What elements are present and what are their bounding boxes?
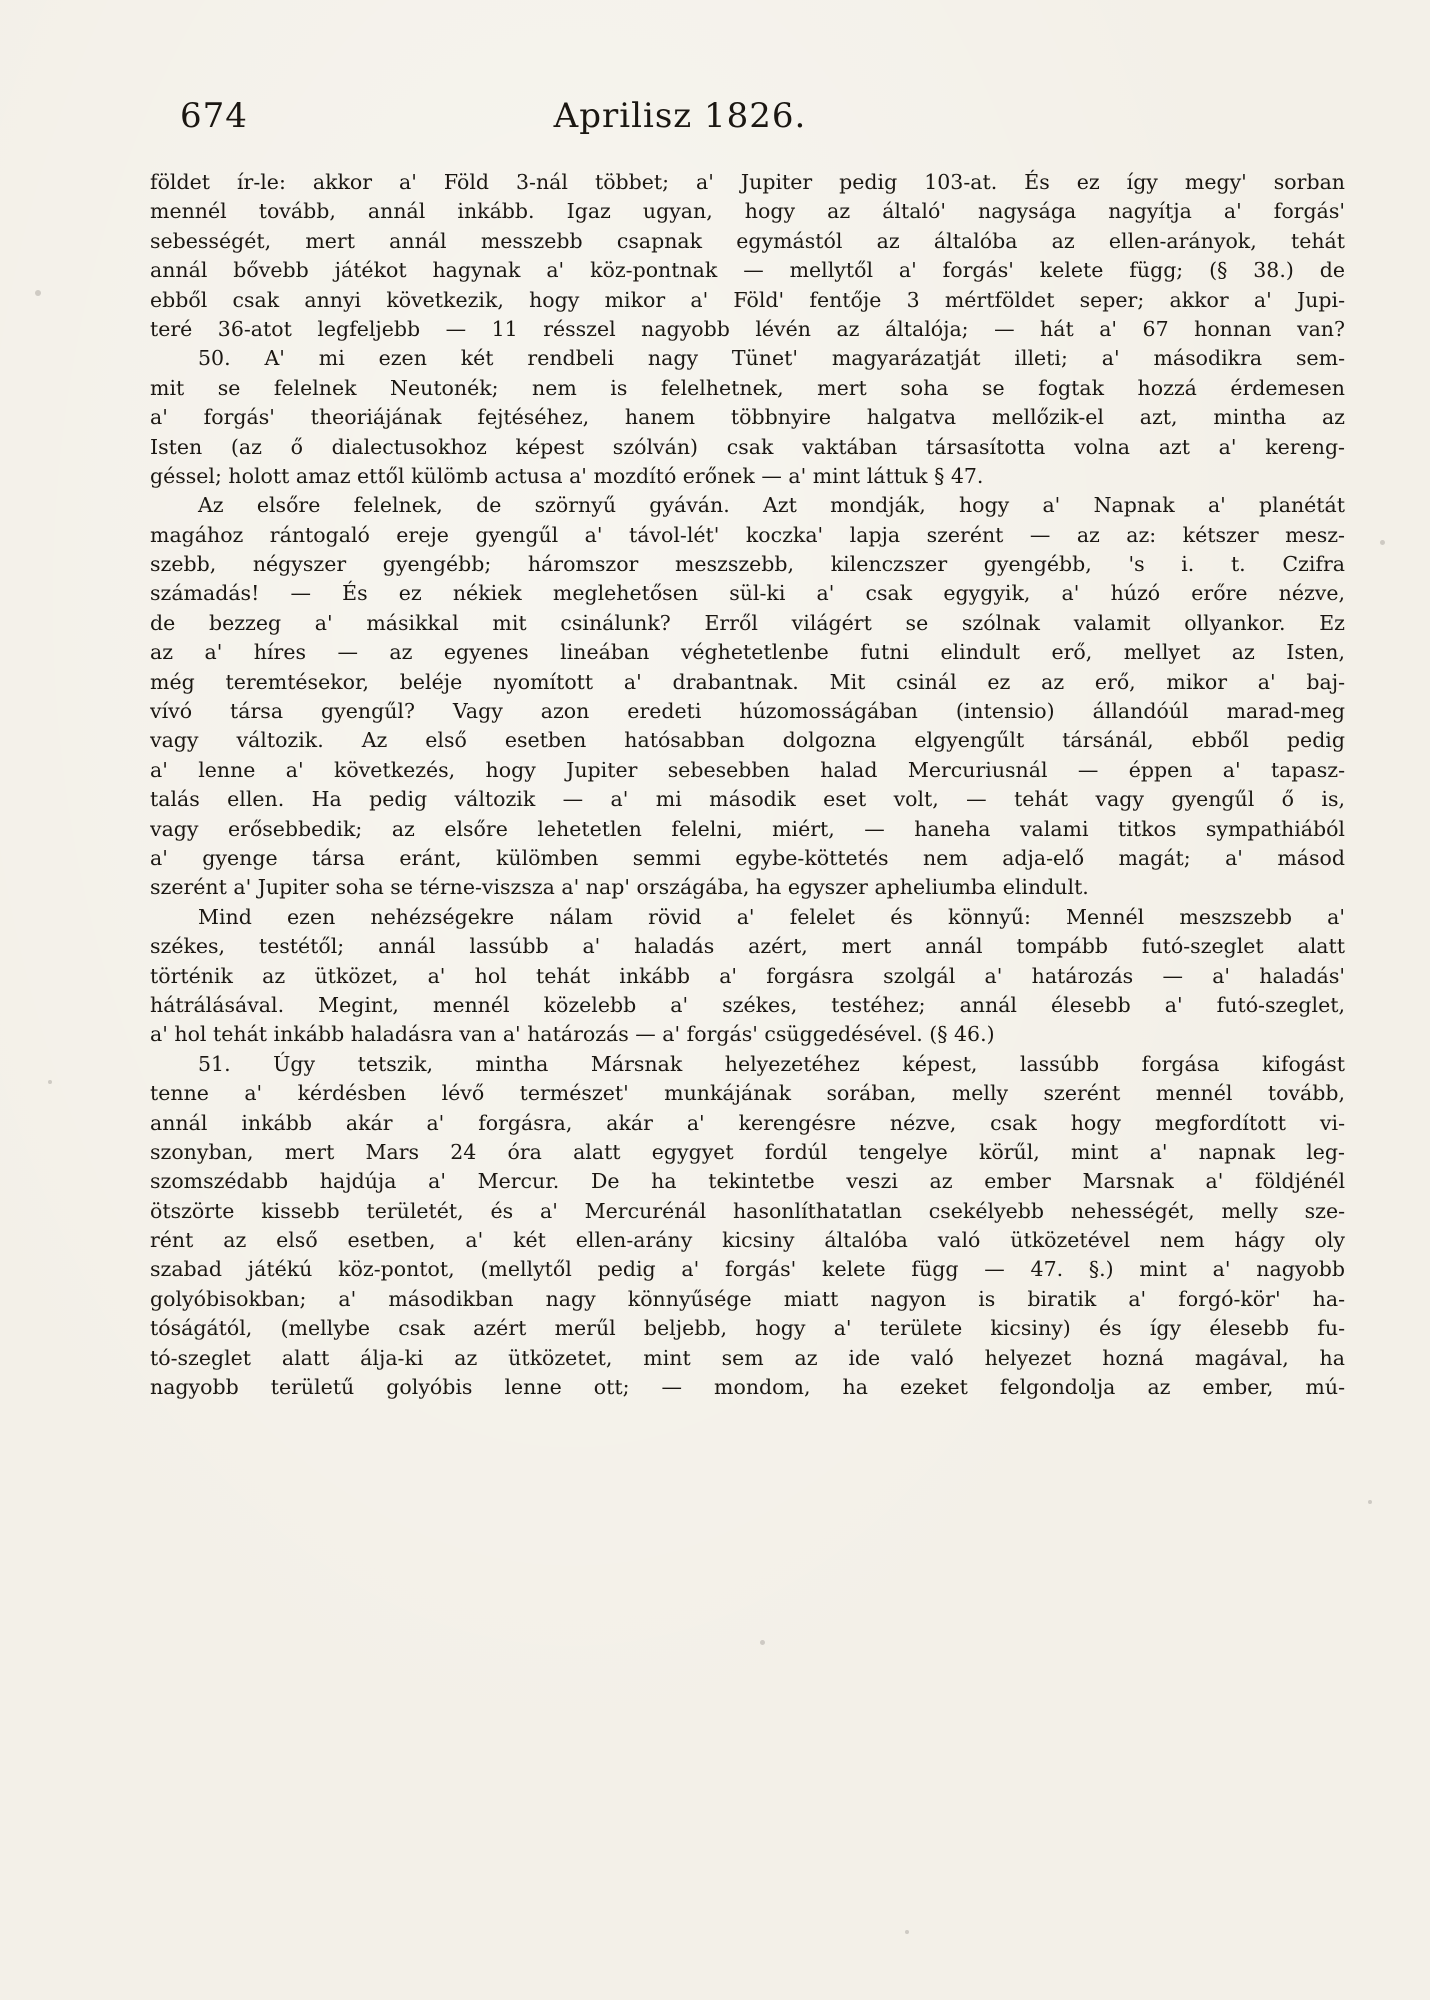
text-line: földet ír-le: akkor a' Föld 3-nál többet; a' Jupiter pedig 103-at. És ez így megy' sorban	[150, 170, 1345, 194]
text-line: számadás! — És ez nékiek meglehetősen sül-ki a' csak egygyik, a' húzó erőre nézve,	[150, 581, 1345, 606]
text-line: szabad játékú köz-pontot, (mellytől pedig a' forgás' kelete függ — 47. §.) mint a' nagyobb	[150, 1257, 1345, 1282]
text-line: még teremtésekor, beléje nyomított a' drabantnak. Mit csinál ez az erő, mikor a' baj-	[150, 669, 1345, 694]
text-line: az a' híres — az egyenes lineában véghetetlenbe futni elindult erő, mellyet az Isten,	[150, 640, 1345, 665]
text-line: szonyban, mert Mars 24 óra alatt egygyet fordúl tengelye körűl, mint a' napnak leg-	[150, 1139, 1345, 1164]
paper-speck	[760, 1640, 765, 1645]
text-line: szebb, négyszer gyengébb; háromszor meszszebb, kilenczszer gyengébb, 's i. t. Czifra	[150, 552, 1345, 577]
text-line: vagy változik. Az első esetben hatósabban dolgozna elgyengűlt társánál, ebből pedig	[150, 728, 1345, 753]
text-line: a' forgás' theoriájának fejtéséhez, hanem többnyire halgatva mellőzik-el azt, mintha az	[150, 405, 1345, 430]
paragraph-start-line: Mind ezen nehézségekre nálam rövid a' felelet és könnyű: Mennél meszszebb a'	[198, 904, 1345, 929]
text-line: mennél tovább, annál inkább. Igaz ugyan, hogy az általó' nagysága nagyítja a' forgás'	[150, 199, 1345, 224]
text-line: golyóbisokban; a' másodikban nagy könnyűsége miatt nagyon is biratik a' forgó-kör' ha-	[150, 1286, 1345, 1311]
text-line: annál inkább akár a' forgásra, akár a' kerengésre nézve, csak hogy megfordított vi-	[150, 1110, 1345, 1135]
page-number: 674	[180, 96, 248, 136]
paragraph-start-line: 50. A' mi ezen két rendbeli nagy Tünet' magyarázatját illeti; a' másodikra sem-	[198, 346, 1345, 371]
running-title: Aprilisz 1826.	[553, 96, 807, 136]
paper-speck	[1368, 1500, 1372, 1504]
text-line: ebből csak annyi következik, hogy mikor a' Föld' fentője 3 mértföldet seper; akkor a' Jupi-	[150, 287, 1345, 312]
page-header	[180, 96, 1220, 156]
paragraph-start-line: Az elsőre felelnek, de szörnyű gyáván. Azt mondják, hogy a' Napnak a' planétát	[198, 493, 1345, 518]
text-line: nagyobb területű golyóbis lenne ott; — mondom, ha ezeket felgondolja az ember, mú-	[150, 1375, 1345, 1400]
text-line: géssel; holott amaz ettől külömb actusa a' mozdító erőnek — a' mint láttuk § 47.	[150, 463, 984, 488]
paper-speck	[1380, 540, 1385, 545]
text-line: vagy erősebbedik; az elsőre lehetetlen felelni, miért, — haneha valami titkos sympathiából	[150, 816, 1345, 841]
text-line: rént az első esetben, a' két ellen-arány kicsiny általóba való ütközetével nem hágy oly	[150, 1228, 1345, 1253]
body-text	[150, 168, 1345, 1402]
text-line: de bezzeg a' másikkal mit csinálunk? Erről világért se szólnak valamit ollyankor. Ez	[150, 610, 1345, 635]
text-line: talás ellen. Ha pedig változik — a' mi második eset volt, — tehát vagy gyengűl ő is,	[150, 787, 1345, 812]
text-line: hátrálásával. Megint, mennél közelebb a' székes, testéhez; annál élesebb a' futó-szeglet,	[150, 992, 1345, 1017]
text-line: a' lenne a' következés, hogy Jupiter sebesebben halad Mercuriusnál — éppen a' tapasz-	[150, 757, 1345, 782]
text-line: Isten (az ő dialectusokhoz képest szólván) csak vaktában társasította volna azt a' kereng-	[150, 434, 1345, 459]
paragraph-start-line: 51. Úgy tetszik, mintha Mársnak helyezetéhez képest, lassúbb forgása kifogást	[198, 1051, 1345, 1076]
text-line: ötszörte kissebb területét, és a' Mercurénál hasonlíthatatlan csekélyebb nehességét, melly sze-	[150, 1198, 1345, 1223]
text-line: tóságától, (mellybe csak azért merűl beljebb, hogy a' területe kicsiny) és így élesebb fu-	[150, 1316, 1345, 1341]
text-line: szerént a' Jupiter soha se térne-viszsza a' nap' országába, ha egyszer apheliumba elindult.	[150, 875, 1089, 900]
text-line: magához rántogaló ereje gyengűl a' távol-lét' koczka' lapja szerént — az az: kétszer mesz-	[150, 522, 1345, 547]
text-line: annál bővebb játékot hagynak a' köz-pontnak — mellytől a' forgás' kelete függ; (§ 38.) de	[150, 258, 1345, 283]
text-line: tó-szeglet alatt álja-ki az ütközetet, mint sem az ide való helyezet hozná magával, ha	[150, 1345, 1345, 1370]
text-line: szomszédabb hajdúja a' Mercur. De ha tekintetbe veszi az ember Marsnak a' földjénél	[150, 1169, 1345, 1194]
text-line: székes, testétől; annál lassúbb a' haladás azért, mert annál tompább futó-szeglet alatt	[150, 934, 1345, 959]
text-line: sebességét, mert annál messzebb csapnak egymástól az általóba az ellen-arányok, tehát	[150, 228, 1345, 253]
text-line: a' hol tehát inkább haladásra van a' határozás — a' forgás' csüggedésével. (§ 46.)	[150, 1022, 995, 1047]
text-line: teré 36-atot legfeljebb — 11 résszel nagyobb lévén az általója; — hát a' 67 honnan van?	[150, 316, 1345, 341]
text-line: a' gyenge társa eránt, külömben semmi egybe-köttetés nem adja-elő magát; a' másod	[150, 845, 1345, 870]
text-line: tenne a' kérdésben lévő természet' munkájának sorában, melly szerént mennél tovább,	[150, 1081, 1345, 1106]
text-line: mit se felelnek Neutonék; nem is felelhetnek, mert soha se fogtak hozzá érdemesen	[150, 375, 1345, 400]
paper-speck	[48, 1080, 52, 1084]
text-line: történik az ütközet, a' hol tehát inkább a' forgásra szolgál a' határozás — a' haladás'	[150, 963, 1345, 988]
paper-speck	[35, 290, 41, 296]
text-line: vívó társa gyengűl? Vagy azon eredeti húzomosságában (intensio) állandóúl marad-meg	[150, 699, 1345, 724]
paper-speck	[905, 1930, 909, 1934]
